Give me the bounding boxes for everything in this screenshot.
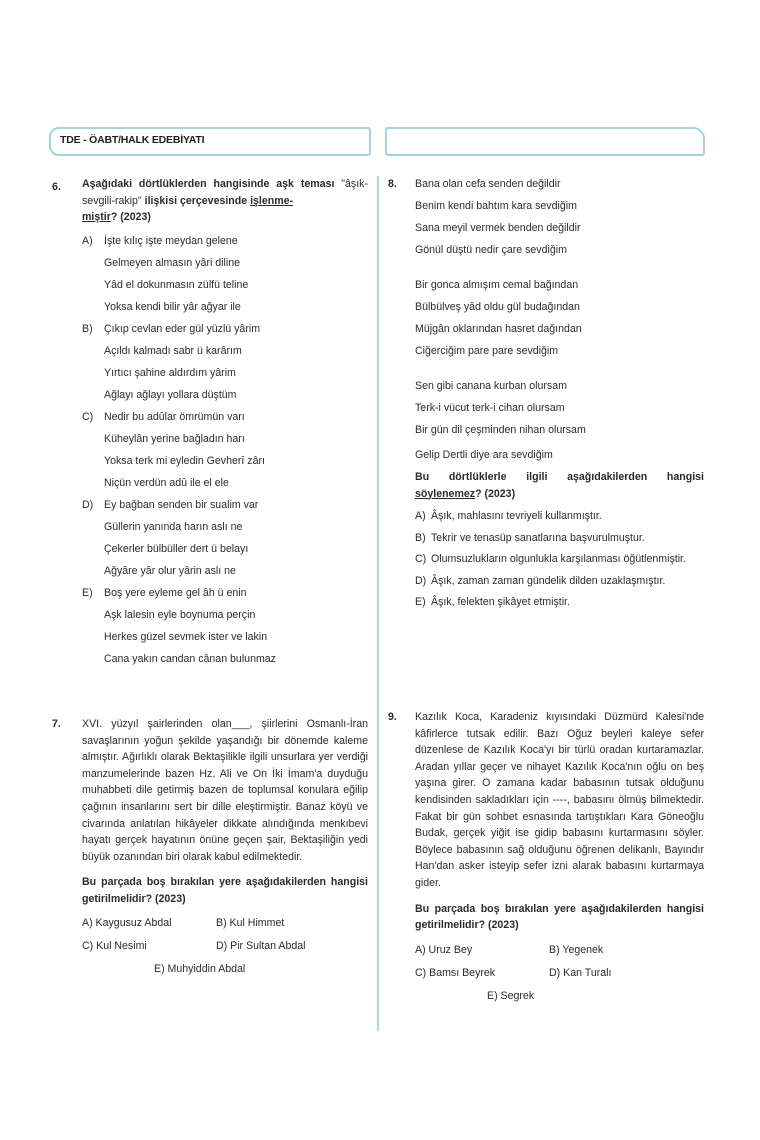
option-text: Âşık, mahlasını tevriyeli kullanmıştır. xyxy=(431,510,602,522)
option-letter: B) xyxy=(549,943,560,956)
option-letter: B) xyxy=(82,322,93,335)
stanza xyxy=(415,274,704,362)
verse-line: Açıldı kalmadı sabr ü karârım xyxy=(104,344,242,357)
question-stem: Bu parçada boş bırakılan yere aşağıdakilerden hangisi getirilmelidir? (2023) xyxy=(82,876,368,905)
options-list xyxy=(415,942,704,1005)
options-list xyxy=(415,508,704,611)
option-letter: A) xyxy=(415,943,426,956)
question-8 xyxy=(388,173,704,616)
option-e[interactable] xyxy=(415,594,704,611)
verse-line: Niçün verdün adû ile el ele xyxy=(104,476,229,489)
option-c[interactable] xyxy=(415,551,704,568)
question-paragraph xyxy=(82,716,368,865)
question-stem: Bu parçada boş bırakılan yere aşağıdakilerden hangisi getirilmelidir? (2023) xyxy=(415,902,704,932)
option-text: Tekrir ve tenasüp sanatlarına başvurulmuştur. xyxy=(431,531,645,544)
verse-line: Bana olan cefa senden değildir xyxy=(415,178,561,190)
stem-underlined: işlenme- xyxy=(250,194,294,207)
verse-line: Gönül düştü nedir çare sevdiğim xyxy=(415,244,567,256)
stem-quote: "âşık-sevgili-rakip" xyxy=(82,178,368,207)
question-paragraph: Kazılık Koca, Karadeniz kıyısındaki Düzmürd Kalesi'nde kâfirlerce tutsak edilir. Bazı Oğuz beyleri kaleye sefer düzenlese de Kazılık Koca'yı bir türlü oradan kurtaramazlar. Aradan yıllar geçer ve nihayet Kazılık Koca'nın oğlu on beş yaşına girer. O zamana kadar babasının tutsak olduğunu kendisinden sakladıkları için ----, babasını ölmüş bilmektedir. Fakat bir gün sohbet esnasında tartıştıkları Kara Göneoğlu Budak, gerçek yiğit ise gidip babasını kurtarmasını söyler. Böylece babasının sağ olduğunu öğrenen delikanlı, Bayındır Han'dan asker isteyip sefer izni alarak babasını kurtarmaya gider. xyxy=(415,711,704,889)
stem-year: ? (2023) xyxy=(110,211,151,223)
option-letter: C) xyxy=(82,410,94,423)
verse-line: Terk-i vücut terk-i cihan olursam xyxy=(415,402,565,414)
option-c[interactable] xyxy=(415,965,549,982)
stem-text: Aşağıdaki dörtlüklerden hangisinde aşk teması xyxy=(82,178,335,190)
option-text: Âşık, felekten şikâyet etmiştir. xyxy=(431,596,570,609)
stem-text: Bu dörtlüklerle ilgili aşağıdakilerden hangisi xyxy=(415,471,704,483)
verse-line: Ey bağban senden bir sualim var xyxy=(104,498,259,511)
paragraph-text: XVI. yüzyıl şairlerinden olan xyxy=(82,718,232,730)
option-text: Olumsuzlukların olgunlukla karşılanması öğütlenmiştir. xyxy=(431,553,686,566)
stem-underlined: söylenemez xyxy=(415,487,476,500)
column-divider xyxy=(377,176,379,1031)
option-letter: E) xyxy=(154,963,165,976)
verse-line: Yâd el dokunmasın zülfü teline xyxy=(104,278,249,291)
verse-line: Nedir bu adûlar ömrümün varı xyxy=(104,410,245,423)
option-text: Âşık, zaman zaman gündelik dilden uzaklaşmıştır. xyxy=(431,574,666,587)
question-7 xyxy=(52,716,368,978)
verse-line: Bülbülveş yâd oldu gül budağından xyxy=(415,301,580,313)
option-text: Muhyiddin Abdal xyxy=(167,963,246,976)
option-b[interactable] xyxy=(415,530,704,547)
verse-line: Cana yakın candan cânan bulunmaz xyxy=(104,652,276,665)
option-text: Kaygusuz Abdal xyxy=(95,917,172,930)
verse-line: Güllerin yanında harın aslı ne xyxy=(104,520,243,533)
question-number: 6. xyxy=(52,181,61,193)
stem-year: ? (2023) xyxy=(475,487,516,500)
header-right-box xyxy=(385,127,705,156)
option-text: Kan Turalı xyxy=(563,966,612,979)
option-text: Segrek xyxy=(500,989,535,1002)
option-a[interactable] xyxy=(415,942,549,959)
option-text: Kul Himmet xyxy=(229,917,285,930)
verse-line: Ağyâre yâr olur yârin aslı ne xyxy=(104,564,236,577)
option-b[interactable] xyxy=(549,942,699,959)
verse-line: Boş yere eyleme gel âh ü enin xyxy=(104,586,247,599)
option-letter: E) xyxy=(82,586,93,599)
question-number: 8. xyxy=(388,178,397,190)
option-d[interactable] xyxy=(82,494,368,582)
option-b[interactable] xyxy=(82,318,368,406)
option-text: Yegenek xyxy=(562,943,604,956)
option-text: Pir Sultan Abdal xyxy=(230,940,306,953)
question-stem xyxy=(82,176,368,226)
option-e[interactable] xyxy=(82,961,368,978)
verse-line: Yırtıcı şahine aldırdım yârim xyxy=(104,366,236,379)
option-letter: C) xyxy=(415,553,427,566)
option-c[interactable] xyxy=(82,406,368,494)
verse-line: Yoksa terk mi eyledin Gevherî zârı xyxy=(104,454,265,467)
paragraph-text: , şiirlerini Osmanlı-İran savaşlarının yoğun şekilde yaşandığı bir dönemde kaleme almıştır. Ağırlıklı olarak Bektaşilikle ilgili unsurlara yer verdiği manzumelerinde bazen Hz. Ali ve On İki İmam'a duyduğu muhabbeti dile getirmiş bazen de toplumsal konulara eğilip çağının insanlarını sert bir dille eleştirmiştir. Banaz köyü ve civarında anlatılan hikâyeler dikkate alındığında menkıbevi hayatı gerçek hayatının önüne geçen şair, Bektaşiliğin yedi büyük ozanından biri olarak kabul edilmektedir. xyxy=(82,718,368,863)
option-e[interactable] xyxy=(415,988,704,1005)
option-b[interactable] xyxy=(216,915,366,932)
option-letter: D) xyxy=(549,966,561,979)
verse-line: Ağlayı ağlayı yollara düştüm xyxy=(104,388,237,401)
option-d[interactable] xyxy=(216,938,366,955)
verse-line: İşte kılıç işte meydan gelene xyxy=(104,234,238,247)
question-6 xyxy=(52,176,368,670)
blank: ___ xyxy=(231,718,250,730)
stem-text: ilişkisi çerçevesinde xyxy=(141,194,251,207)
stem-underlined: miştir xyxy=(82,211,111,223)
option-letter: D) xyxy=(82,498,94,511)
option-letter: A) xyxy=(82,234,93,247)
question-number: 9. xyxy=(388,711,397,723)
verse-line: Çıkıp cevlan eder gül yüzlü yârim xyxy=(104,322,261,335)
stanza xyxy=(415,173,704,261)
verse-line: Küheylân yerine bağladın harı xyxy=(104,432,245,445)
option-letter: A) xyxy=(415,510,426,522)
option-text: Bamsı Beyrek xyxy=(429,966,496,979)
option-letter: C) xyxy=(415,966,427,979)
option-letter: C) xyxy=(82,940,94,953)
option-a[interactable] xyxy=(415,508,704,525)
verse-line: Ciğerciğim pare pare sevdiğim xyxy=(415,345,559,357)
verse-line: Müjgân oklarından hasret dağından xyxy=(415,323,582,335)
stanza xyxy=(415,375,704,466)
verse-line: Benim kendi bahtım kara sevdiğim xyxy=(415,200,577,212)
option-d[interactable] xyxy=(415,573,704,590)
option-letter: E) xyxy=(487,989,498,1002)
option-letter: D) xyxy=(415,574,427,587)
verse-line: Bir gonca almışım cemal bağından xyxy=(415,279,579,291)
option-a[interactable] xyxy=(82,230,368,318)
verse-line: Bir gün dil çeşminden nihan olursam xyxy=(415,424,586,436)
options-list xyxy=(82,915,368,978)
question-number: 7. xyxy=(52,718,61,730)
verse-line: Çekerler bülbüller dert ü belayı xyxy=(104,542,249,555)
question-stem xyxy=(415,469,704,502)
option-d[interactable] xyxy=(549,965,699,982)
option-e[interactable] xyxy=(82,582,368,670)
verse-line: Gelmeyen almasın yâri diline xyxy=(104,256,241,269)
options-list xyxy=(82,230,368,670)
option-c[interactable] xyxy=(82,938,216,955)
header-title-box xyxy=(49,127,371,156)
verse-line: Aşk lalesin eyle boynuma perçin xyxy=(104,608,256,621)
option-text: Uruz Bey xyxy=(428,943,473,956)
verse-line: Sana meyil vermek benden değildir xyxy=(415,222,581,234)
verse-line: Yoksa kendi bilir yâr ağyar ile xyxy=(104,300,241,313)
question-9 xyxy=(388,709,704,1005)
option-letter: E) xyxy=(415,596,426,609)
option-letter: B) xyxy=(216,917,227,930)
header-title: TDE - ÖABT/HALK EDEBİYATI xyxy=(60,134,205,146)
option-letter: B) xyxy=(415,531,426,544)
verse-line: Gelip Dertli diye ara sevdiğim xyxy=(415,449,553,461)
verse-line: Herkes güzel sevmek ister ve lakin xyxy=(104,630,268,643)
option-letter: D) xyxy=(216,940,228,953)
verse-line: Sen gibi canana kurban olursam xyxy=(415,380,567,392)
option-text: Kul Nesimi xyxy=(96,940,147,953)
option-letter: A) xyxy=(82,917,93,930)
option-a[interactable] xyxy=(82,915,216,932)
